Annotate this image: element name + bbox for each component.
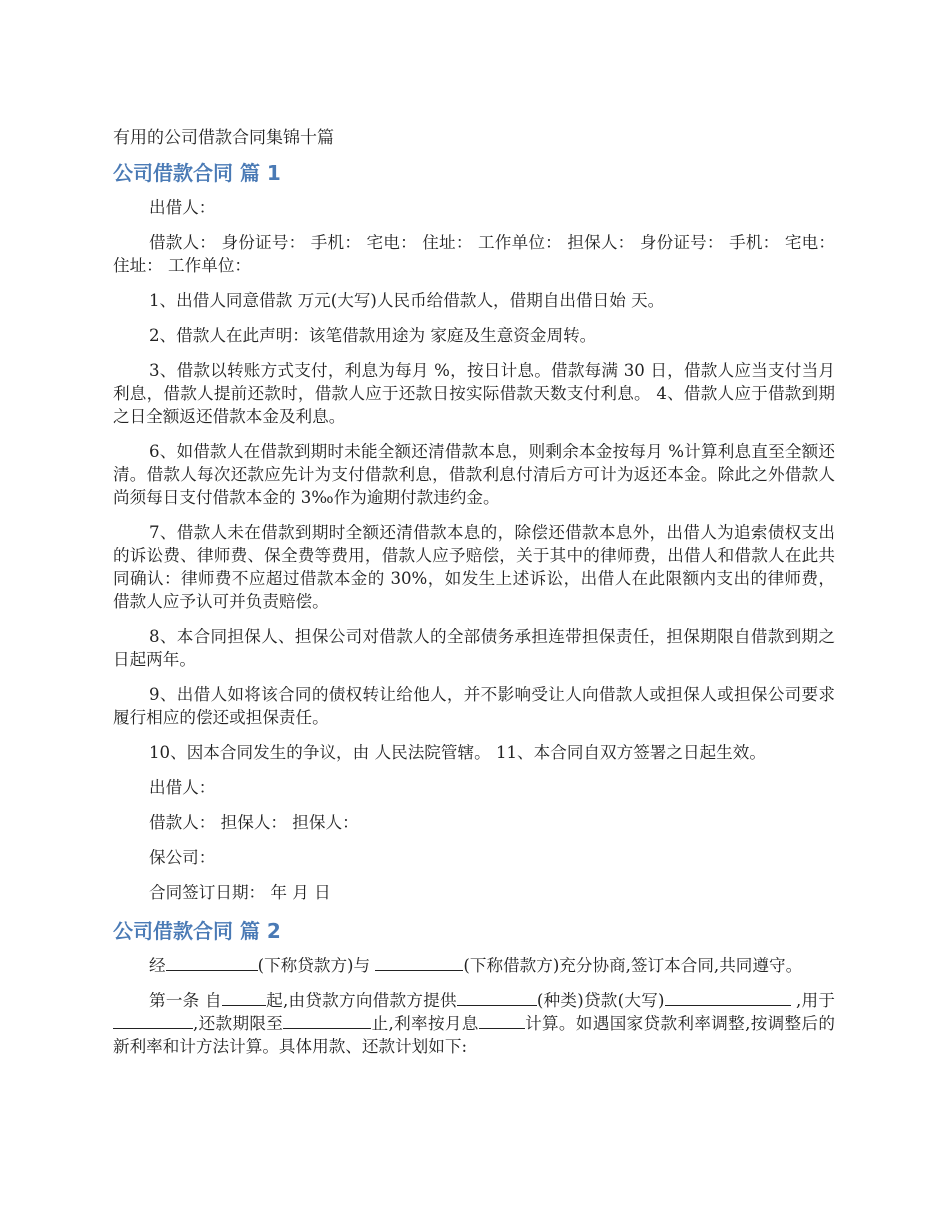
signature-lender: 出借人：	[149, 778, 216, 797]
text-segment: ,还款期限至	[193, 1014, 284, 1033]
clause-7: 7、借款人未在借款到期时全额还清借款本息的，除偿还借款本息外，出借人为追索债权支出的诉讼费、律师费、保全费等费用，借款人应予赔偿，关于其中的律师费，出借人和借款人在此共同确认：律师费不应超过借款本金的 30%，如发生上述诉讼，出借人在此限额内支出的律师费，借款人应予认可并负责赔偿。	[113, 523, 835, 611]
clause-2: 2、借款人在此声明：该笔借款用途为 家庭及生意资金周转。	[149, 326, 597, 345]
section-1-heading: 公司借款合同 篇 1	[113, 161, 281, 185]
fill-in-blank	[375, 956, 463, 971]
text-segment: (下称借款方)充分协商,签订本合同,共同遵守。	[463, 956, 803, 975]
text-segment: (下称贷款方)与	[257, 956, 376, 975]
clause-1: 1、出借人同意借款 万元(大写)人民币给借款人，借期自出借日始 天。	[149, 291, 665, 310]
lender-label: 出借人：	[149, 198, 216, 217]
text-segment: 起,由贷款方向借款方提供	[265, 991, 457, 1010]
text-segment: 止,利率按月息	[371, 1014, 479, 1033]
text-segment: 计算。如遇国家贷款利率调整,按调整后的新利率和计方法计算。具体用款、还款计划如下:	[113, 1014, 835, 1056]
fill-in-blank	[479, 1014, 525, 1029]
clause-9: 9、出借人如将该合同的债权转让给他人，并不影响受让人向借款人或担保人或担保公司要求履行相应的偿还或担保责任。	[113, 685, 835, 727]
fill-in-blank	[166, 956, 258, 971]
section-2-intro	[113, 954, 835, 977]
document-page	[113, 124, 835, 1070]
clause-8: 8、本合同担保人、担保公司对借款人的全部债务承担连带担保责任，担保期限自借款到期之日起两年。	[113, 627, 835, 669]
text-segment: ,用于	[790, 991, 835, 1010]
article-1	[113, 989, 835, 1058]
clause-10-11: 10、因本合同发生的争议，由 人民法院管辖。 11、本合同自双方签署之日起生效。	[149, 743, 766, 762]
signature-guarantee-company: 保公司：	[149, 848, 216, 867]
fill-in-blank	[113, 1014, 193, 1029]
clause-6: 6、如借款人在借款到期时未能全额还清借款本息，则剩余本金按每月 %计算利息直至全额还清。借款人每次还款应先计为支付借款利息，借款利息付清后方可计为返还本金。除此之外借款人尚须每日支付借款本金的 3‰作为逾期付款违约金。	[113, 442, 835, 507]
fill-in-blank	[665, 991, 791, 1006]
fill-in-blank	[222, 991, 266, 1006]
signature-borrower-guarantors: 借款人： 担保人： 担保人：	[149, 813, 359, 832]
clause-3-4: 3、借款以转账方式支付，利息为每月 %，按日计息。借款每满 30 日，借款人应当支付当月利息，借款人提前还款时，借款人应于还款日按实际借款天数支付利息。 4、借款人应于借款到期之日全额返还借款本金及利息。	[113, 361, 835, 426]
section-2-heading: 公司借款合同 篇 2	[113, 919, 281, 943]
signing-date: 合同签订日期： 年 月 日	[149, 883, 331, 902]
text-segment: (种类)贷款(大写)	[536, 991, 665, 1010]
fill-in-blank	[283, 1014, 371, 1029]
text-segment: 第一条 自	[149, 991, 222, 1010]
text-segment: 经	[149, 956, 166, 975]
fill-in-blank	[457, 991, 537, 1006]
borrower-info-paragraph: 借款人： 身份证号： 手机： 宅电： 住址： 工作单位： 担保人： 身份证号： 手机： 宅电： 住址： 工作单位：	[113, 233, 835, 275]
document-title: 有用的公司借款合同集锦十篇	[113, 128, 334, 148]
